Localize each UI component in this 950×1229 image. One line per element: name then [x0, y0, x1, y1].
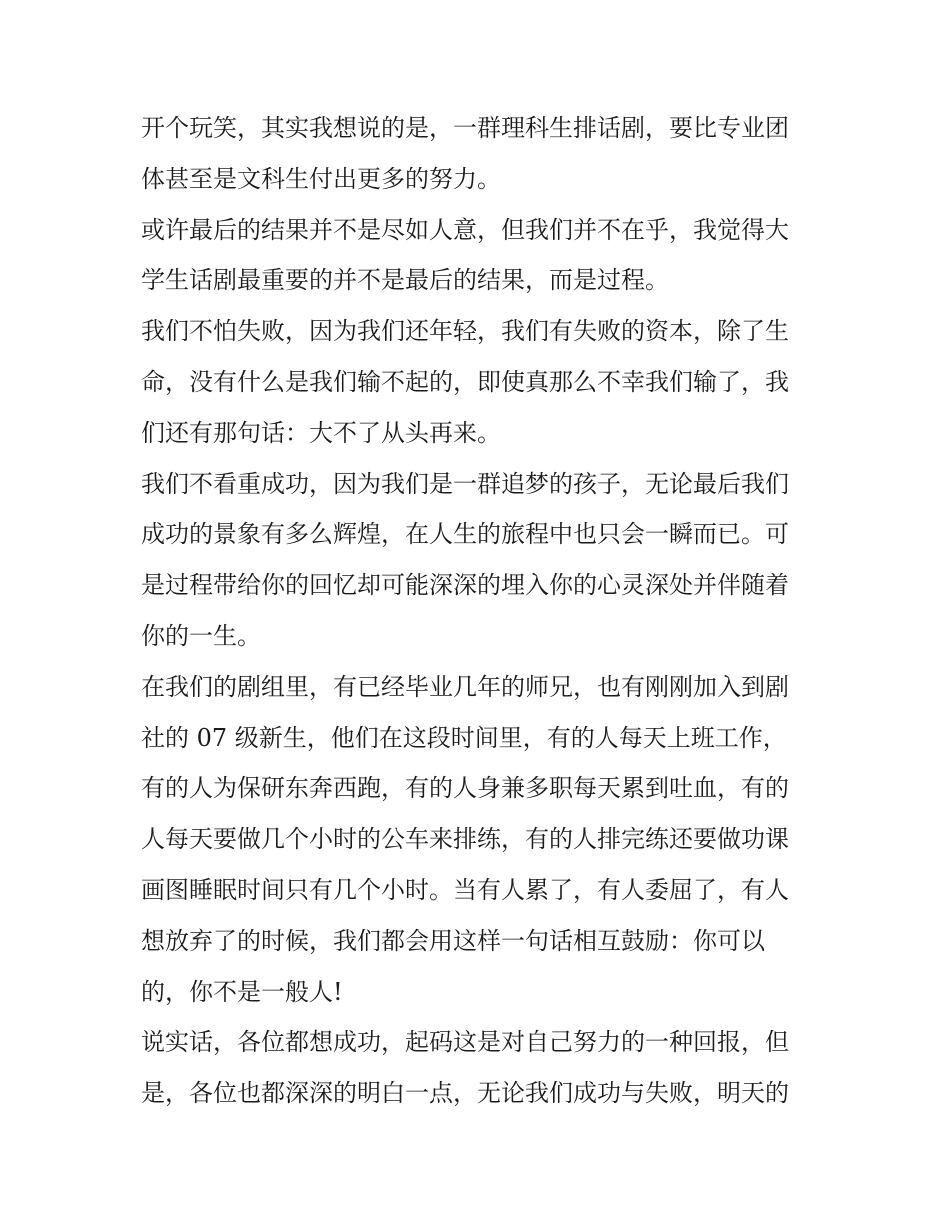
text-line: 命，没有什么是我们输不起的，即使真那么不幸我们输了，我 — [141, 367, 789, 396]
text-line: 们还有那句话：大不了从头再来。 — [141, 418, 501, 447]
text-line: 的，你不是一般人! — [141, 977, 343, 1006]
text-line: 学生话剧最重要的并不是最后的结果，而是过程。 — [141, 266, 669, 295]
text-line: 成功的景象有多么辉煌，在人生的旅程中也只会一瞬而已。可 — [141, 520, 789, 549]
text-line: 是过程带给你的回忆却可能深深的埋入你的心灵深处并伴随着 — [141, 571, 789, 600]
text-line: 你的一生。 — [141, 621, 261, 650]
text-line: 我们不怕失败，因为我们还年轻，我们有失败的资本，除了生 — [141, 317, 789, 346]
text-line: 体甚至是文科生付出更多的努力。 — [141, 164, 501, 193]
text-line: 人每天要做几个小时的公车来排练，有的人排完练还要做功课 — [141, 825, 789, 854]
text-line: 有的人为保研东奔西跑，有的人身兼多职每天累到吐血，有的 — [141, 774, 789, 803]
body-text — [141, 103, 821, 1119]
text-line: 或许最后的结果并不是尽如人意，但我们并不在乎，我觉得大 — [141, 215, 789, 244]
text-line: 在我们的剧组里，有已经毕业几年的师兄，也有刚刚加入到剧 — [141, 672, 789, 701]
text-line: 说实话，各位都想成功，起码这是对自己努力的一种回报，但 — [141, 1028, 789, 1057]
text-line: 开个玩笑，其实我想说的是，一群理科生排话剧，要比专业团 — [141, 114, 789, 142]
text-line: 想放弃了的时候，我们都会用这样一句话相互鼓励：你可以 — [141, 926, 765, 955]
text-line: 我们不看重成功，因为我们是一群追梦的孩子，无论最后我们 — [141, 469, 789, 498]
text-line: 是，各位也都深深的明白一点，无论我们成功与失败，明天的 — [141, 1079, 789, 1108]
text-line: 社的 07 级新生，他们在这段时间里，有的人每天上班工作， — [141, 723, 787, 752]
text-line: 画图睡眠时间只有几个小时。当有人累了，有人委屈了，有人 — [141, 875, 789, 904]
